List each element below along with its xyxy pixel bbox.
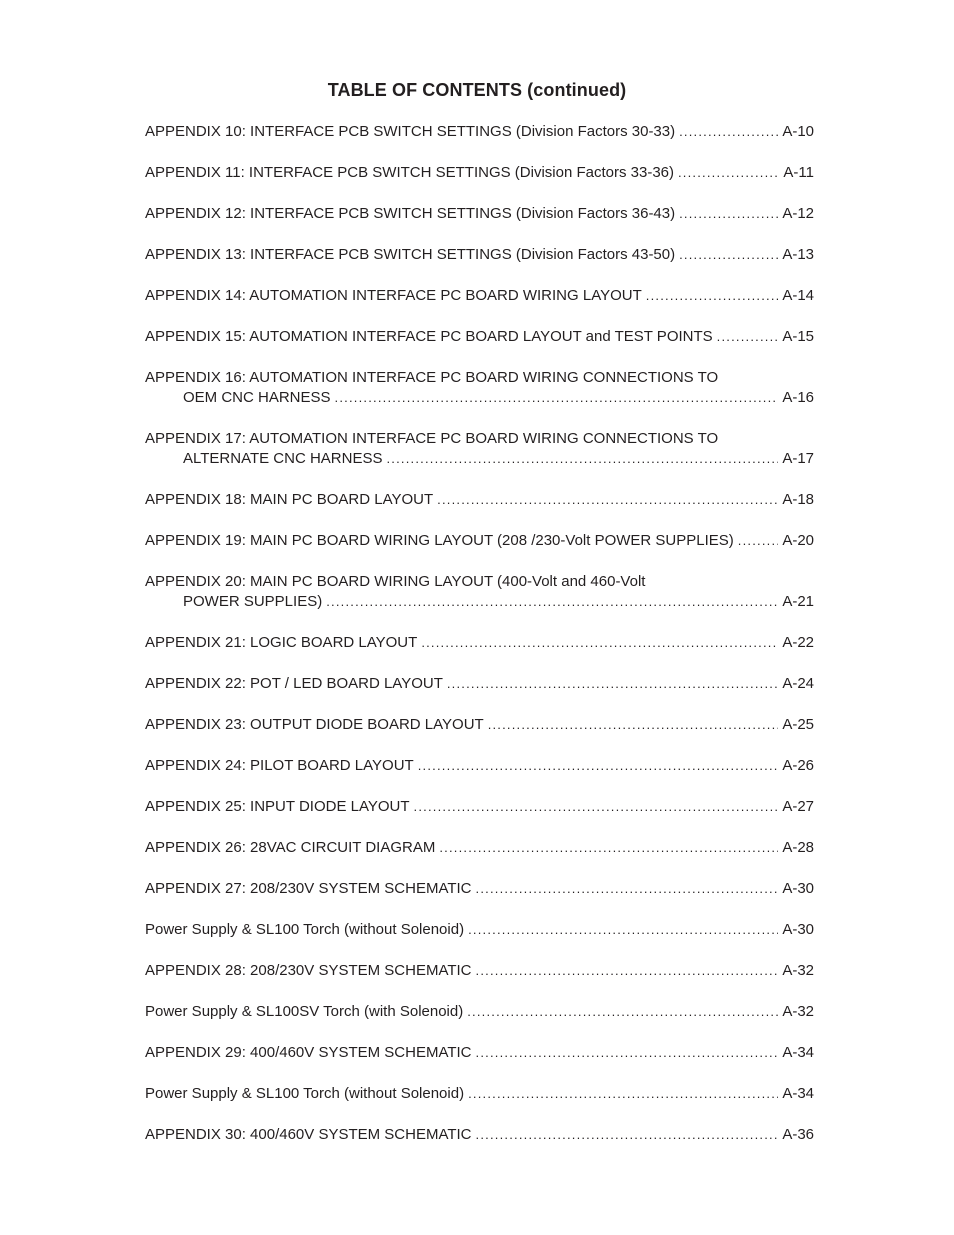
toc-entry-text: APPENDIX 23: OUTPUT DIODE BOARD LAYOUT <box>145 716 484 733</box>
toc-page-number: A-16 <box>782 389 814 406</box>
toc-page-number: A-11 <box>783 164 814 181</box>
toc-entry-text: APPENDIX 25: INPUT DIODE LAYOUT <box>145 798 410 815</box>
toc-entry-text: Power Supply & SL100 Torch (without Solenoid) <box>145 921 465 938</box>
toc-page-number: A-27 <box>782 798 814 815</box>
toc-entry <box>145 163 814 183</box>
toc-entry <box>145 715 814 735</box>
toc-entry <box>145 531 814 551</box>
toc-entry <box>145 1043 814 1063</box>
toc-entry-text: APPENDIX 17: AUTOMATION INTERFACE PC BOARD WIRING CONNECTIONS TO <box>145 430 719 447</box>
toc-entry-text: OEM CNC HARNESS <box>183 389 331 406</box>
dot-leader <box>326 592 778 612</box>
toc-entry-text: APPENDIX 22: POT / LED BOARD LAYOUT <box>145 675 443 692</box>
toc-entry-line <box>145 286 814 306</box>
dot-leader <box>414 797 779 817</box>
toc-entry-line <box>145 1002 814 1022</box>
dot-leader <box>717 327 779 347</box>
toc-entry-line <box>145 1043 814 1063</box>
toc-page-number: A-30 <box>782 880 814 897</box>
toc-entry-line <box>145 797 814 817</box>
toc-entry <box>145 633 814 653</box>
toc-entry <box>145 1002 814 1022</box>
toc-entry-line <box>145 879 814 899</box>
toc-entry-continuation <box>145 449 814 469</box>
toc-entry <box>145 920 814 940</box>
toc-entry <box>145 572 814 612</box>
toc-page-number: A-34 <box>782 1085 814 1102</box>
toc-entry-text: APPENDIX 27: 208/230V SYSTEM SCHEMATIC <box>145 880 472 897</box>
toc-entry-line <box>145 961 814 981</box>
toc-entry-line <box>145 163 814 183</box>
toc-page-number: A-18 <box>782 491 814 508</box>
dot-leader <box>439 838 778 858</box>
toc-entry-line <box>145 122 814 142</box>
toc-entry-line <box>145 245 814 265</box>
toc-entry-line <box>145 327 814 347</box>
toc-entry-text: APPENDIX 11: INTERFACE PCB SWITCH SETTINGS (Division Factors 33-36) <box>145 164 674 181</box>
toc-list <box>145 122 814 1166</box>
toc-page-number: A-32 <box>782 1003 814 1020</box>
dot-leader <box>678 163 779 183</box>
toc-page-number: A-15 <box>782 328 814 345</box>
dot-leader <box>386 449 778 469</box>
dot-leader <box>488 715 779 735</box>
toc-entry-line <box>145 633 814 653</box>
toc-page-number: A-14 <box>782 287 814 304</box>
toc-entry-line <box>145 531 814 551</box>
toc-page-number: A-32 <box>782 962 814 979</box>
toc-entry-continuation <box>145 592 814 612</box>
dot-leader <box>476 879 779 899</box>
toc-entry-text: APPENDIX 26: 28VAC CIRCUIT DIAGRAM <box>145 839 436 856</box>
toc-entry-line <box>145 1125 814 1145</box>
toc-entry-line <box>145 674 814 694</box>
toc-entry-text: APPENDIX 12: INTERFACE PCB SWITCH SETTINGS (Division Factors 36-43) <box>145 205 676 222</box>
toc-entry-text: Power Supply & SL100SV Torch (with Solenoid) <box>145 1003 464 1020</box>
toc-entry <box>145 286 814 306</box>
toc-entry <box>145 368 814 408</box>
toc-page-number: A-13 <box>782 246 814 263</box>
toc-entry <box>145 838 814 858</box>
toc-page-number: A-30 <box>782 921 814 938</box>
toc-entry <box>145 490 814 510</box>
dot-leader <box>476 1125 779 1145</box>
toc-entry-text: APPENDIX 15: AUTOMATION INTERFACE PC BOARD LAYOUT and TEST POINTS <box>145 328 713 345</box>
toc-entry <box>145 879 814 899</box>
toc-entry-continuation <box>145 388 814 408</box>
toc-entry <box>145 429 814 469</box>
toc-entry-line <box>145 490 814 510</box>
toc-entry <box>145 122 814 142</box>
page-title: TABLE OF CONTENTS (continued) <box>327 80 627 100</box>
toc-entry-line <box>145 429 814 449</box>
toc-entry <box>145 204 814 224</box>
toc-entry-text: APPENDIX 16: AUTOMATION INTERFACE PC BOARD WIRING CONNECTIONS TO <box>145 369 719 386</box>
toc-entry-text: APPENDIX 29: 400/460V SYSTEM SCHEMATIC <box>145 1044 472 1061</box>
toc-page-number: A-22 <box>782 634 814 651</box>
toc-entry <box>145 1125 814 1145</box>
toc-entry-line <box>145 838 814 858</box>
toc-entry-text: APPENDIX 28: 208/230V SYSTEM SCHEMATIC <box>145 962 472 979</box>
toc-page-number: A-34 <box>782 1044 814 1061</box>
toc-entry-line <box>145 368 814 388</box>
toc-entry <box>145 1084 814 1104</box>
dot-leader <box>679 122 778 142</box>
toc-entry-text: ALTERNATE CNC HARNESS <box>183 450 383 467</box>
dot-leader <box>335 388 779 408</box>
dot-leader <box>476 961 779 981</box>
toc-entry <box>145 245 814 265</box>
toc-entry-text: APPENDIX 10: INTERFACE PCB SWITCH SETTINGS (Division Factors 30-33) <box>145 123 676 140</box>
dot-leader <box>679 245 778 265</box>
dot-leader <box>421 633 778 653</box>
dot-leader <box>468 1084 778 1104</box>
toc-entry-text: APPENDIX 21: LOGIC BOARD LAYOUT <box>145 634 418 651</box>
dot-leader <box>679 204 778 224</box>
toc-page-number: A-12 <box>782 205 814 222</box>
toc-entry-line <box>145 756 814 776</box>
toc-entry <box>145 674 814 694</box>
toc-entry-text: APPENDIX 19: MAIN PC BOARD WIRING LAYOUT (208 /230-Volt POWER SUPPLIES) <box>145 532 734 549</box>
toc-page-number: A-10 <box>782 123 814 140</box>
dot-leader <box>467 1002 778 1022</box>
toc-entry-line <box>145 572 814 592</box>
toc-entry-text: APPENDIX 13: INTERFACE PCB SWITCH SETTINGS (Division Factors 43-50) <box>145 246 676 263</box>
toc-entry-text: APPENDIX 14: AUTOMATION INTERFACE PC BOARD WIRING LAYOUT <box>145 287 642 304</box>
dot-leader <box>738 531 779 551</box>
toc-page-number: A-24 <box>782 675 814 692</box>
toc-entry-text: APPENDIX 24: PILOT BOARD LAYOUT <box>145 757 414 774</box>
toc-page-number: A-26 <box>782 757 814 774</box>
toc-entry-text: APPENDIX 30: 400/460V SYSTEM SCHEMATIC <box>145 1126 472 1143</box>
toc-entry-line <box>145 204 814 224</box>
toc-entry-text: POWER SUPPLIES) <box>183 593 323 610</box>
toc-page-number: A-17 <box>782 450 814 467</box>
dot-leader <box>468 920 778 940</box>
toc-entry <box>145 797 814 817</box>
toc-entry-text: APPENDIX 18: MAIN PC BOARD LAYOUT <box>145 491 434 508</box>
toc-entry-line <box>145 920 814 940</box>
dot-leader <box>447 674 778 694</box>
toc-entry <box>145 961 814 981</box>
toc-entry <box>145 756 814 776</box>
toc-page-number: A-28 <box>782 839 814 856</box>
toc-entry-line <box>145 715 814 735</box>
toc-page-number: A-25 <box>782 716 814 733</box>
dot-leader <box>418 756 779 776</box>
dot-leader <box>437 490 778 510</box>
toc-entry <box>145 327 814 347</box>
toc-page-number: A-20 <box>782 532 814 549</box>
dot-leader <box>646 286 779 306</box>
dot-leader <box>476 1043 779 1063</box>
toc-entry-text: APPENDIX 20: MAIN PC BOARD WIRING LAYOUT (400-Volt and 460-Volt <box>145 573 646 590</box>
toc-entry-line <box>145 1084 814 1104</box>
toc-entry-text: Power Supply & SL100 Torch (without Solenoid) <box>145 1085 465 1102</box>
toc-page-number: A-36 <box>782 1126 814 1143</box>
toc-page-number: A-21 <box>782 593 814 610</box>
